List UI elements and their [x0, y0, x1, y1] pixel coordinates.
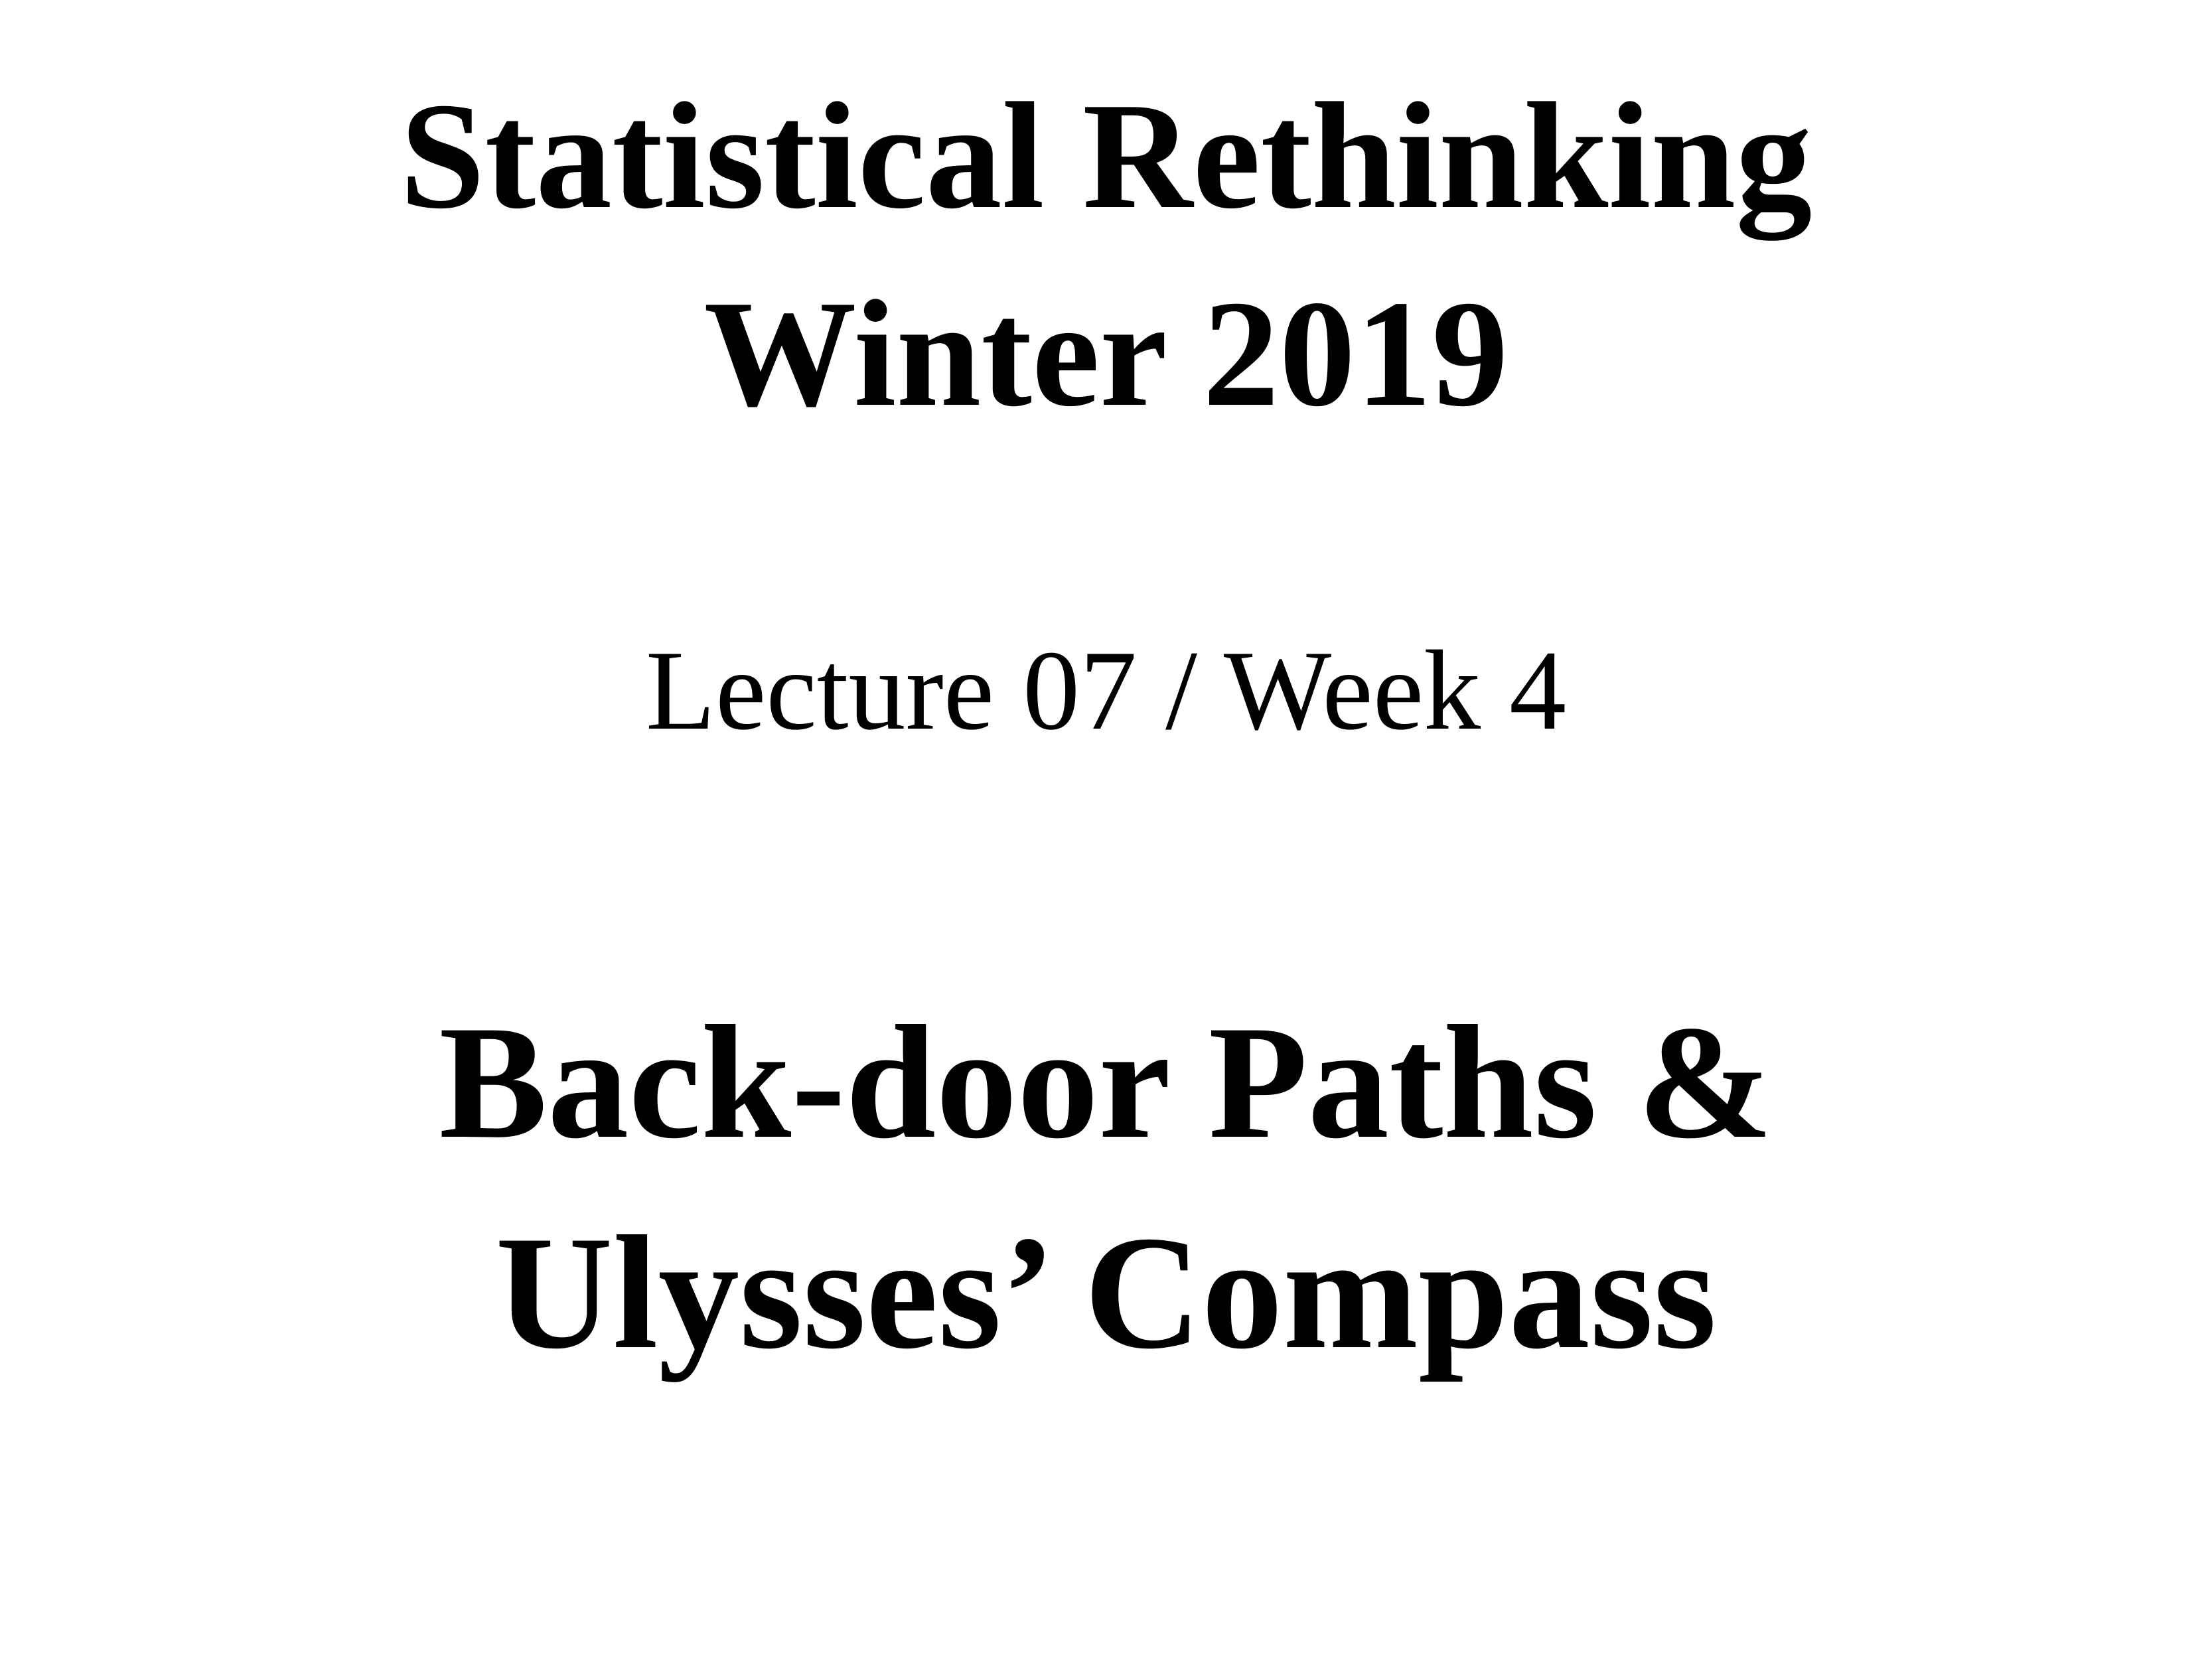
course-title: Statistical Rethinking: [400, 71, 1812, 240]
lecture-topic-line-2: Ulysses’ Compass: [495, 1202, 1717, 1382]
lecture-label: Lecture 07 / Week 4: [645, 628, 1567, 754]
lecture-topic-line-1: Back-door Paths &: [439, 992, 1773, 1172]
term-label: Winter 2019: [703, 269, 1509, 438]
